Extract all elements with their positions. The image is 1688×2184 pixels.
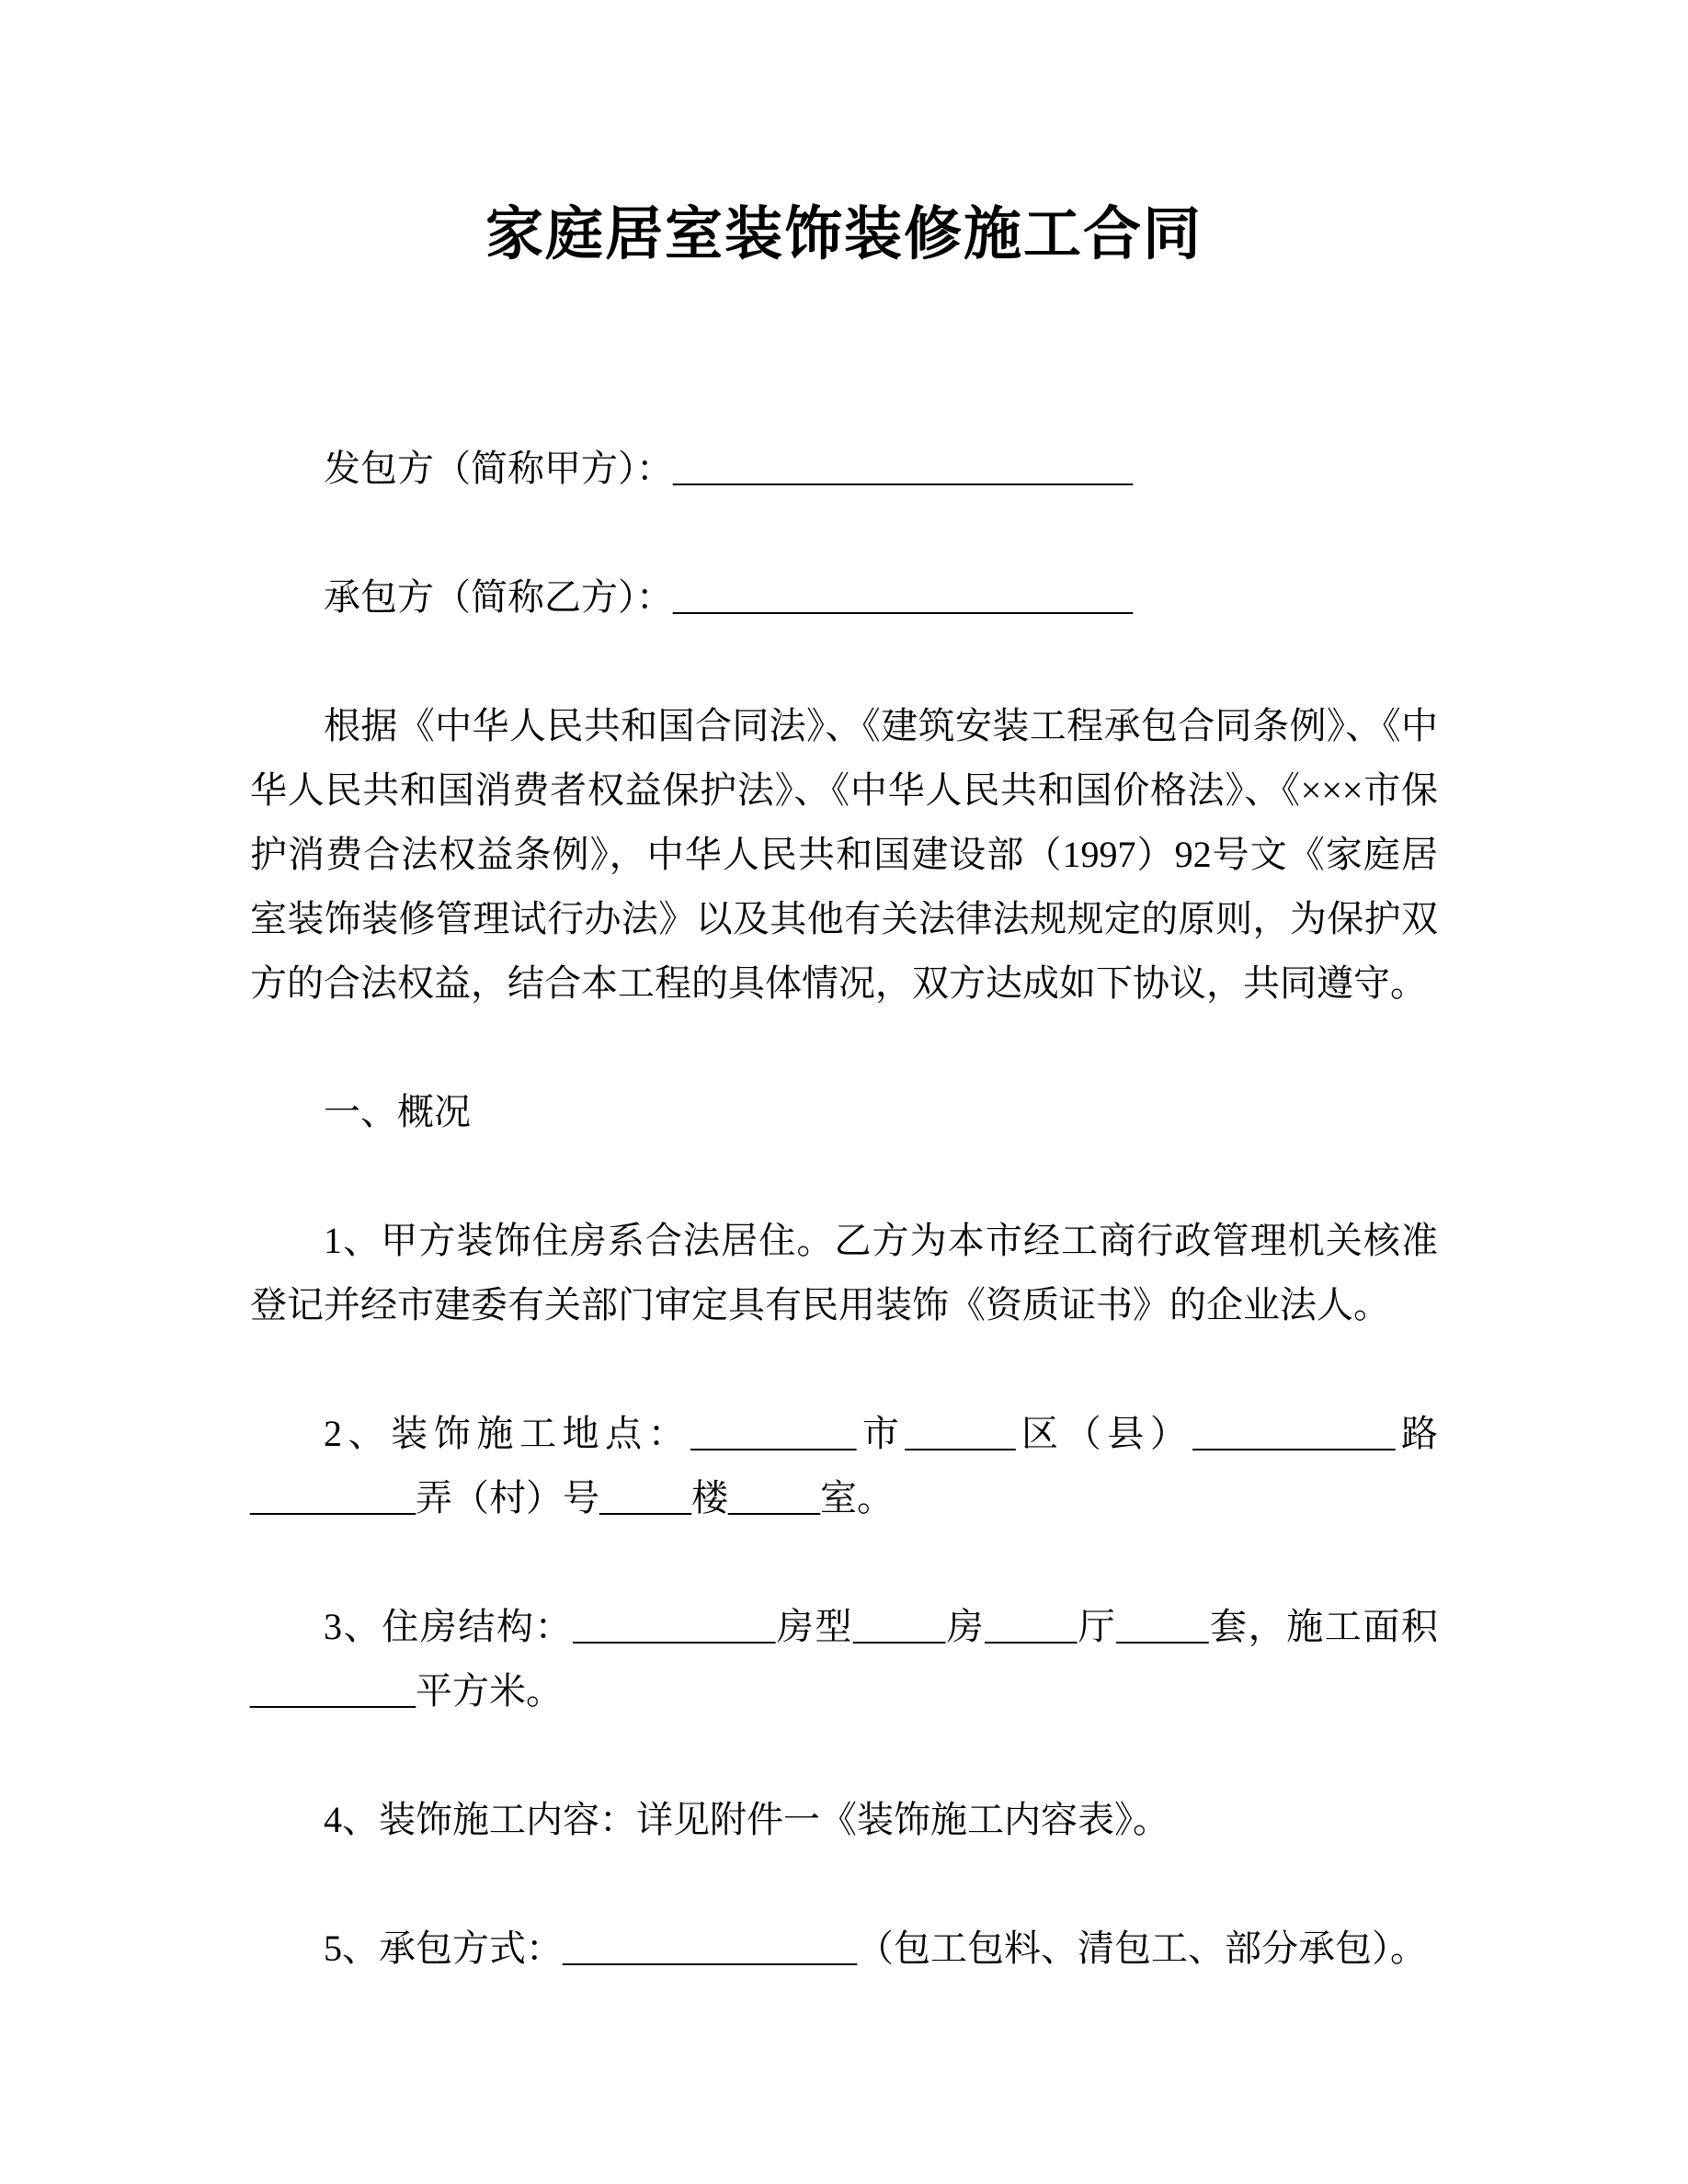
clause-3-housing-structure: 3、住房结构：___________房型_____房_____厅_____套，施工面积_________平方米。 [250, 1606, 1438, 1712]
party-b-blank-field: _________________________ [673, 576, 1133, 618]
clause-4-construction-content: 4、装饰施工内容：详见附件一《装饰施工内容表》。 [324, 1799, 1169, 1840]
party-b-label: 承包方（简称乙方）： [324, 576, 673, 618]
clause-5-contracting-method: 5、承包方式：________________（包工包料、清包工、部分承包）。 [324, 1928, 1427, 1969]
section-1-heading: 一、概况 [324, 1091, 471, 1132]
clause-2-construction-address: 2、装饰施工地点：_________市______区（县）___________路_________弄（村）号_____楼_____室。 [250, 1413, 1438, 1519]
party-a-label: 发包方（简称甲方）： [324, 448, 673, 489]
clause-1-party-qualification: 1、甲方装饰住房系合法居住。乙方为本市经工商行政管理机关核准登记并经市建委有关部门审定具有民用装饰《资质证书》的企业法人。 [250, 1220, 1438, 1325]
party-a-line [250, 437, 1438, 501]
party-b-line [250, 565, 1438, 630]
preamble-paragraph: 根据《中华人民共和国合同法》、《建筑安装工程承包合同条例》、《中华人民共和国消费者权益保护法》、《中华人民共和国价格法》、《×××市保护消费合法权益条例》，中华人民共和国建设部（1997）92号文《家庭居室装饰装修管理试行办法》以及其他有关法律法规规定的原则，为保护双方的合法权益，结合本工程的具体情况，双方达成如下协议，共同遵守。 [250, 705, 1438, 1004]
party-a-blank-field: _________________________ [673, 448, 1133, 489]
document-title: 家庭居室装饰装修施工合同 [485, 202, 1203, 267]
